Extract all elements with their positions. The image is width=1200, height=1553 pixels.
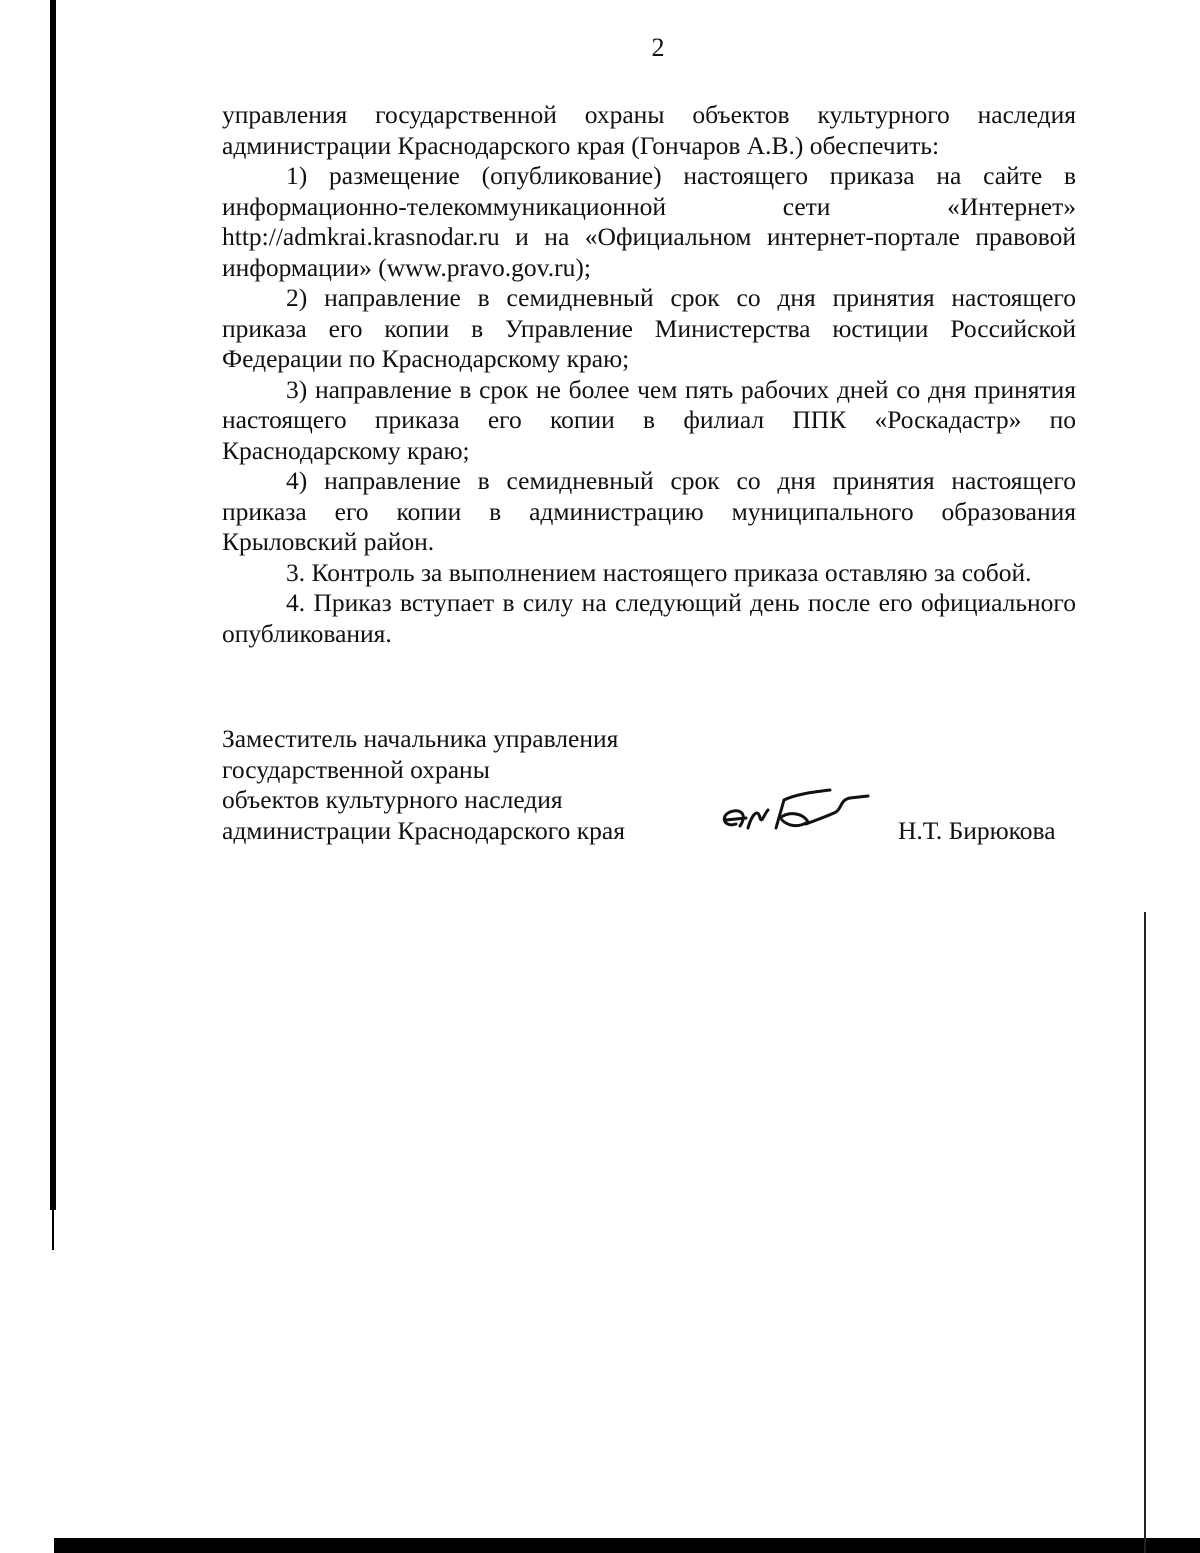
- signer-position-line: государственной охраны: [222, 754, 490, 784]
- paragraph-clause-4: 4. Приказ вступает в силу на следующий день после его официального опубликования.: [222, 588, 1076, 648]
- handwritten-signature: [718, 784, 878, 844]
- document-body: [222, 100, 1076, 649]
- signer-position-line: объектов культурного наследия: [222, 785, 563, 814]
- paragraph-clause-3: 3. Контроль за выполнением настоящего приказа оставляю за собой.: [286, 557, 1032, 587]
- paragraph-item-3: 3) направление в срок не более чем пять рабочих дней со дня принятия настоящего приказа его копии в филиал ППК «Роскадастр» по Краснодарскому краю;: [222, 374, 1076, 465]
- scan-border-right: [1144, 912, 1146, 1553]
- paragraph-item-2: 2) направление в семидневный срок со дня принятия настоящего приказа его копии в Управление Министерства юстиции Российской Федерации по Краснодарскому краю;: [222, 283, 1076, 373]
- paragraph-item-4: 4) направление в семидневный срок со дня принятия настоящего приказа его копии в администрацию муниципального образования Крыловский район.: [222, 466, 1076, 556]
- paragraph-continuation: управления государственной охраны объектов культурного наследия администрации Краснодарского края (Гончаров А.В.) обеспечить:: [222, 100, 1076, 160]
- scan-border-left-tail: [52, 1210, 54, 1250]
- signer-position-line: Заместитель начальника управления: [222, 724, 619, 753]
- page-number: 2: [651, 33, 665, 62]
- signature-block: [222, 724, 1082, 846]
- scan-border-left: [50, 0, 56, 1210]
- signer-name: Н.Т. Бирюкова: [898, 816, 1056, 845]
- paragraph-item-1: 1) размещение (опубликование) настоящего приказа на сайте в информационно-телекоммуникационной сети «Интернет» http://admkrai.krasnodar.ru и на «Официальном интернет-портале правовой информации» (www.pravo.gov.ru);: [222, 161, 1076, 282]
- scan-border-bottom: [54, 1538, 1200, 1553]
- signer-position-line: администрации Краснодарского края: [222, 815, 625, 845]
